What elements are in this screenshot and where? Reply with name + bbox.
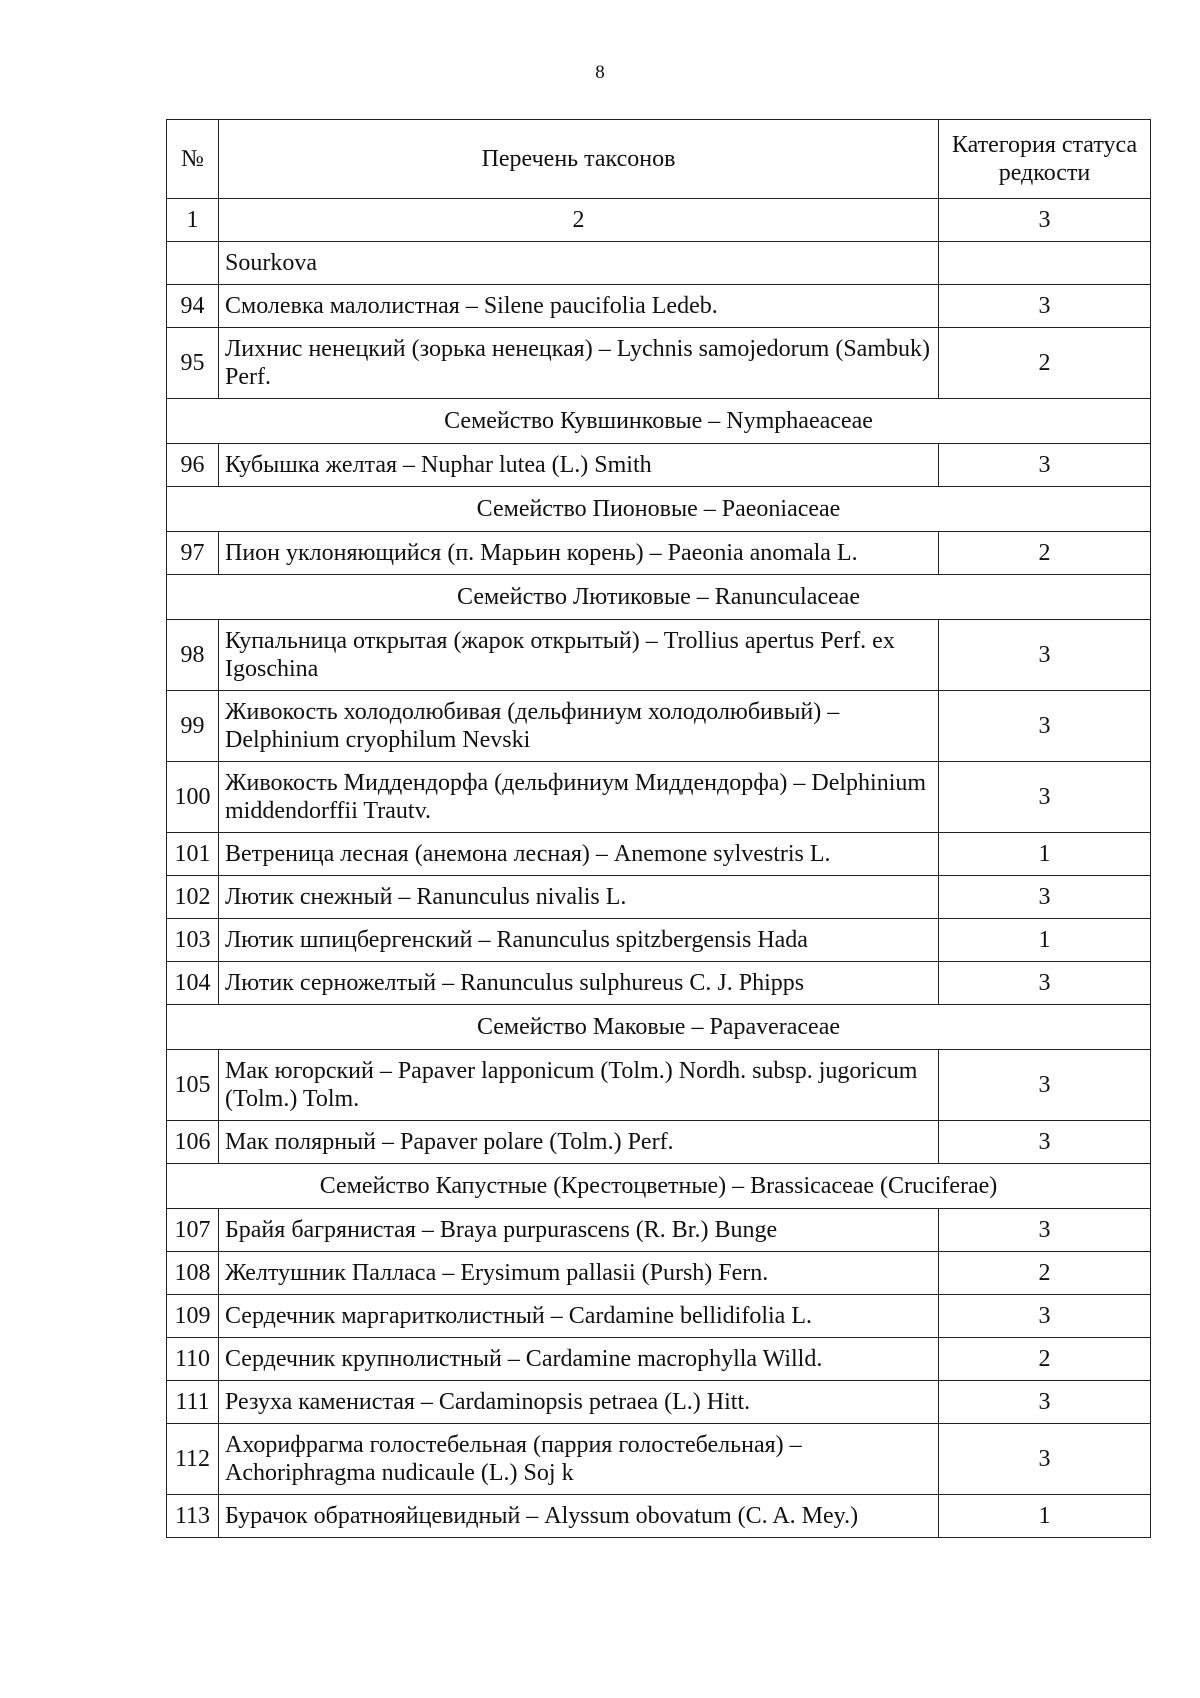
- table-row: [167, 1381, 1151, 1424]
- taxon-number: 105: [167, 1050, 219, 1121]
- taxon-name: Мак полярный – Papaver polare (Tolm.) Perf.: [219, 1121, 939, 1164]
- taxon-name: Резуха каменистая – Cardaminopsis petraea (L.) Hitt.: [219, 1381, 939, 1424]
- rarity-category: 2: [939, 1338, 1151, 1381]
- taxon-number: 102: [167, 876, 219, 919]
- rarity-category: 1: [939, 1495, 1151, 1538]
- taxon-name: Лютик снежный – Ranunculus nivalis L.: [219, 876, 939, 919]
- rarity-category: 2: [939, 328, 1151, 399]
- family-row: [167, 1164, 1151, 1209]
- index-cell-2: 2: [219, 199, 939, 242]
- table-row: [167, 876, 1151, 919]
- rarity-category: 1: [939, 919, 1151, 962]
- table-row: [167, 1295, 1151, 1338]
- taxon-name: Лютик серножелтый – Ranunculus sulphureus C. J. Phipps: [219, 962, 939, 1005]
- table-row: [167, 1338, 1151, 1381]
- taxon-number: 98: [167, 620, 219, 691]
- rarity-category: 3: [939, 285, 1151, 328]
- taxon-name: Брайя багрянистая – Braya purpurascens (R. Br.) Bunge: [219, 1209, 939, 1252]
- family-name: Семейство Маковые – Papaveraceae: [167, 1005, 1151, 1050]
- table-body: [167, 199, 1151, 1538]
- taxon-number: 113: [167, 1495, 219, 1538]
- taxon-name: Живокость Миддендорфа (дельфиниум Миддендорфа) – Delphinium middendorffii Trautv.: [219, 762, 939, 833]
- table-row: [167, 1121, 1151, 1164]
- family-row: [167, 575, 1151, 620]
- taxon-number: 96: [167, 444, 219, 487]
- taxon-name: Сердечник маргаритколистный – Cardamine bellidifolia L.: [219, 1295, 939, 1338]
- taxon-name: Лихнис ненецкий (зорька ненецкая) – Lychnis samojedorum (Sambuk) Perf.: [219, 328, 939, 399]
- table-row: [167, 444, 1151, 487]
- rarity-category: 3: [939, 876, 1151, 919]
- taxon-name: Сердечник крупнолистный – Cardamine macrophylla Willd.: [219, 1338, 939, 1381]
- taxon-number: 107: [167, 1209, 219, 1252]
- family-name: Семейство Лютиковые – Ranunculaceae: [167, 575, 1151, 620]
- table-row: [167, 919, 1151, 962]
- taxon-number: 103: [167, 919, 219, 962]
- taxon-name: Бурачок обратнояйцевидный – Alyssum obovatum (C. A. Mey.): [219, 1495, 939, 1538]
- taxon-name: Лютик шпицбергенский – Ranunculus spitzbergensis Hada: [219, 919, 939, 962]
- rarity-category: 2: [939, 1252, 1151, 1295]
- family-name: Семейство Пионовые – Paeoniaceae: [167, 487, 1151, 532]
- rarity-category: 3: [939, 1209, 1151, 1252]
- family-name: Семейство Капустные (Крестоцветные) – Brassicaceae (Cruciferae): [167, 1164, 1151, 1209]
- table-row: [167, 1495, 1151, 1538]
- taxon-name: Sourkova: [219, 242, 939, 285]
- taxon-number: 109: [167, 1295, 219, 1338]
- taxon-name: Ахорифрагма голостебельная (паррия голостебельная) – Achoriphragma nudicaule (L.) Soj k: [219, 1424, 939, 1495]
- table-row: [167, 762, 1151, 833]
- rarity-category: 3: [939, 962, 1151, 1005]
- taxon-number: 101: [167, 833, 219, 876]
- table-row: [167, 833, 1151, 876]
- column-index-row: [167, 199, 1151, 242]
- taxon-number: 94: [167, 285, 219, 328]
- taxon-name: Мак югорский – Papaver lapponicum (Tolm.) Nordh. subsp. jugoricum (Tolm.) Tolm.: [219, 1050, 939, 1121]
- family-name: Семейство Кувшинковые – Nymphaeaceae: [167, 399, 1151, 444]
- taxon-number: 99: [167, 691, 219, 762]
- taxon-number: 110: [167, 1338, 219, 1381]
- header-category: Категория статуса редкости: [939, 120, 1151, 199]
- rarity-category: 3: [939, 1424, 1151, 1495]
- taxon-number: 100: [167, 762, 219, 833]
- taxon-number: 95: [167, 328, 219, 399]
- rarity-category: 3: [939, 444, 1151, 487]
- rarity-category: [939, 242, 1151, 285]
- taxon-number: 106: [167, 1121, 219, 1164]
- taxon-name: Живокость холодолюбивая (дельфиниум холодолюбивый) – Delphinium cryophilum Nevski: [219, 691, 939, 762]
- rarity-category: 3: [939, 1121, 1151, 1164]
- table-row: [167, 285, 1151, 328]
- taxon-number: 104: [167, 962, 219, 1005]
- taxon-number: 111: [167, 1381, 219, 1424]
- table-header-row: [167, 120, 1151, 199]
- rarity-category: 3: [939, 1381, 1151, 1424]
- taxon-number: 112: [167, 1424, 219, 1495]
- taxon-name: Ветреница лесная (анемона лесная) – Anemone sylvestris L.: [219, 833, 939, 876]
- taxon-name: Кубышка желтая – Nuphar lutea (L.) Smith: [219, 444, 939, 487]
- rarity-category: 3: [939, 762, 1151, 833]
- taxon-number: 108: [167, 1252, 219, 1295]
- rarity-category: 3: [939, 691, 1151, 762]
- index-cell-3: 3: [939, 199, 1151, 242]
- table-row: [167, 242, 1151, 285]
- header-num: №: [167, 120, 219, 199]
- taxon-name: Купальница открытая (жарок открытый) – Trollius apertus Perf. ex Igoschina: [219, 620, 939, 691]
- taxon-name: Желтушник Палласа – Erysimum pallasii (Pursh) Fern.: [219, 1252, 939, 1295]
- taxa-table: [166, 119, 1151, 1538]
- rarity-category: 3: [939, 620, 1151, 691]
- table-row: [167, 1424, 1151, 1495]
- rarity-category: 1: [939, 833, 1151, 876]
- table-row: [167, 1050, 1151, 1121]
- rarity-category: 3: [939, 1295, 1151, 1338]
- table-row: [167, 962, 1151, 1005]
- table-row: [167, 620, 1151, 691]
- family-row: [167, 1005, 1151, 1050]
- rarity-category: 3: [939, 1050, 1151, 1121]
- taxon-name: Пион уклоняющийся (п. Марьин корень) – Paeonia anomala L.: [219, 532, 939, 575]
- table-row: [167, 1209, 1151, 1252]
- index-cell-1: 1: [167, 199, 219, 242]
- table-row: [167, 691, 1151, 762]
- table-row: [167, 532, 1151, 575]
- header-taxa: Перечень таксонов: [219, 120, 939, 199]
- page-number: 8: [595, 62, 605, 83]
- taxon-number: [167, 242, 219, 285]
- rarity-category: 2: [939, 532, 1151, 575]
- family-row: [167, 399, 1151, 444]
- family-row: [167, 487, 1151, 532]
- table-row: [167, 1252, 1151, 1295]
- table-row: [167, 328, 1151, 399]
- taxon-name: Смолевка малолистная – Silene paucifolia Ledeb.: [219, 285, 939, 328]
- taxon-number: 97: [167, 532, 219, 575]
